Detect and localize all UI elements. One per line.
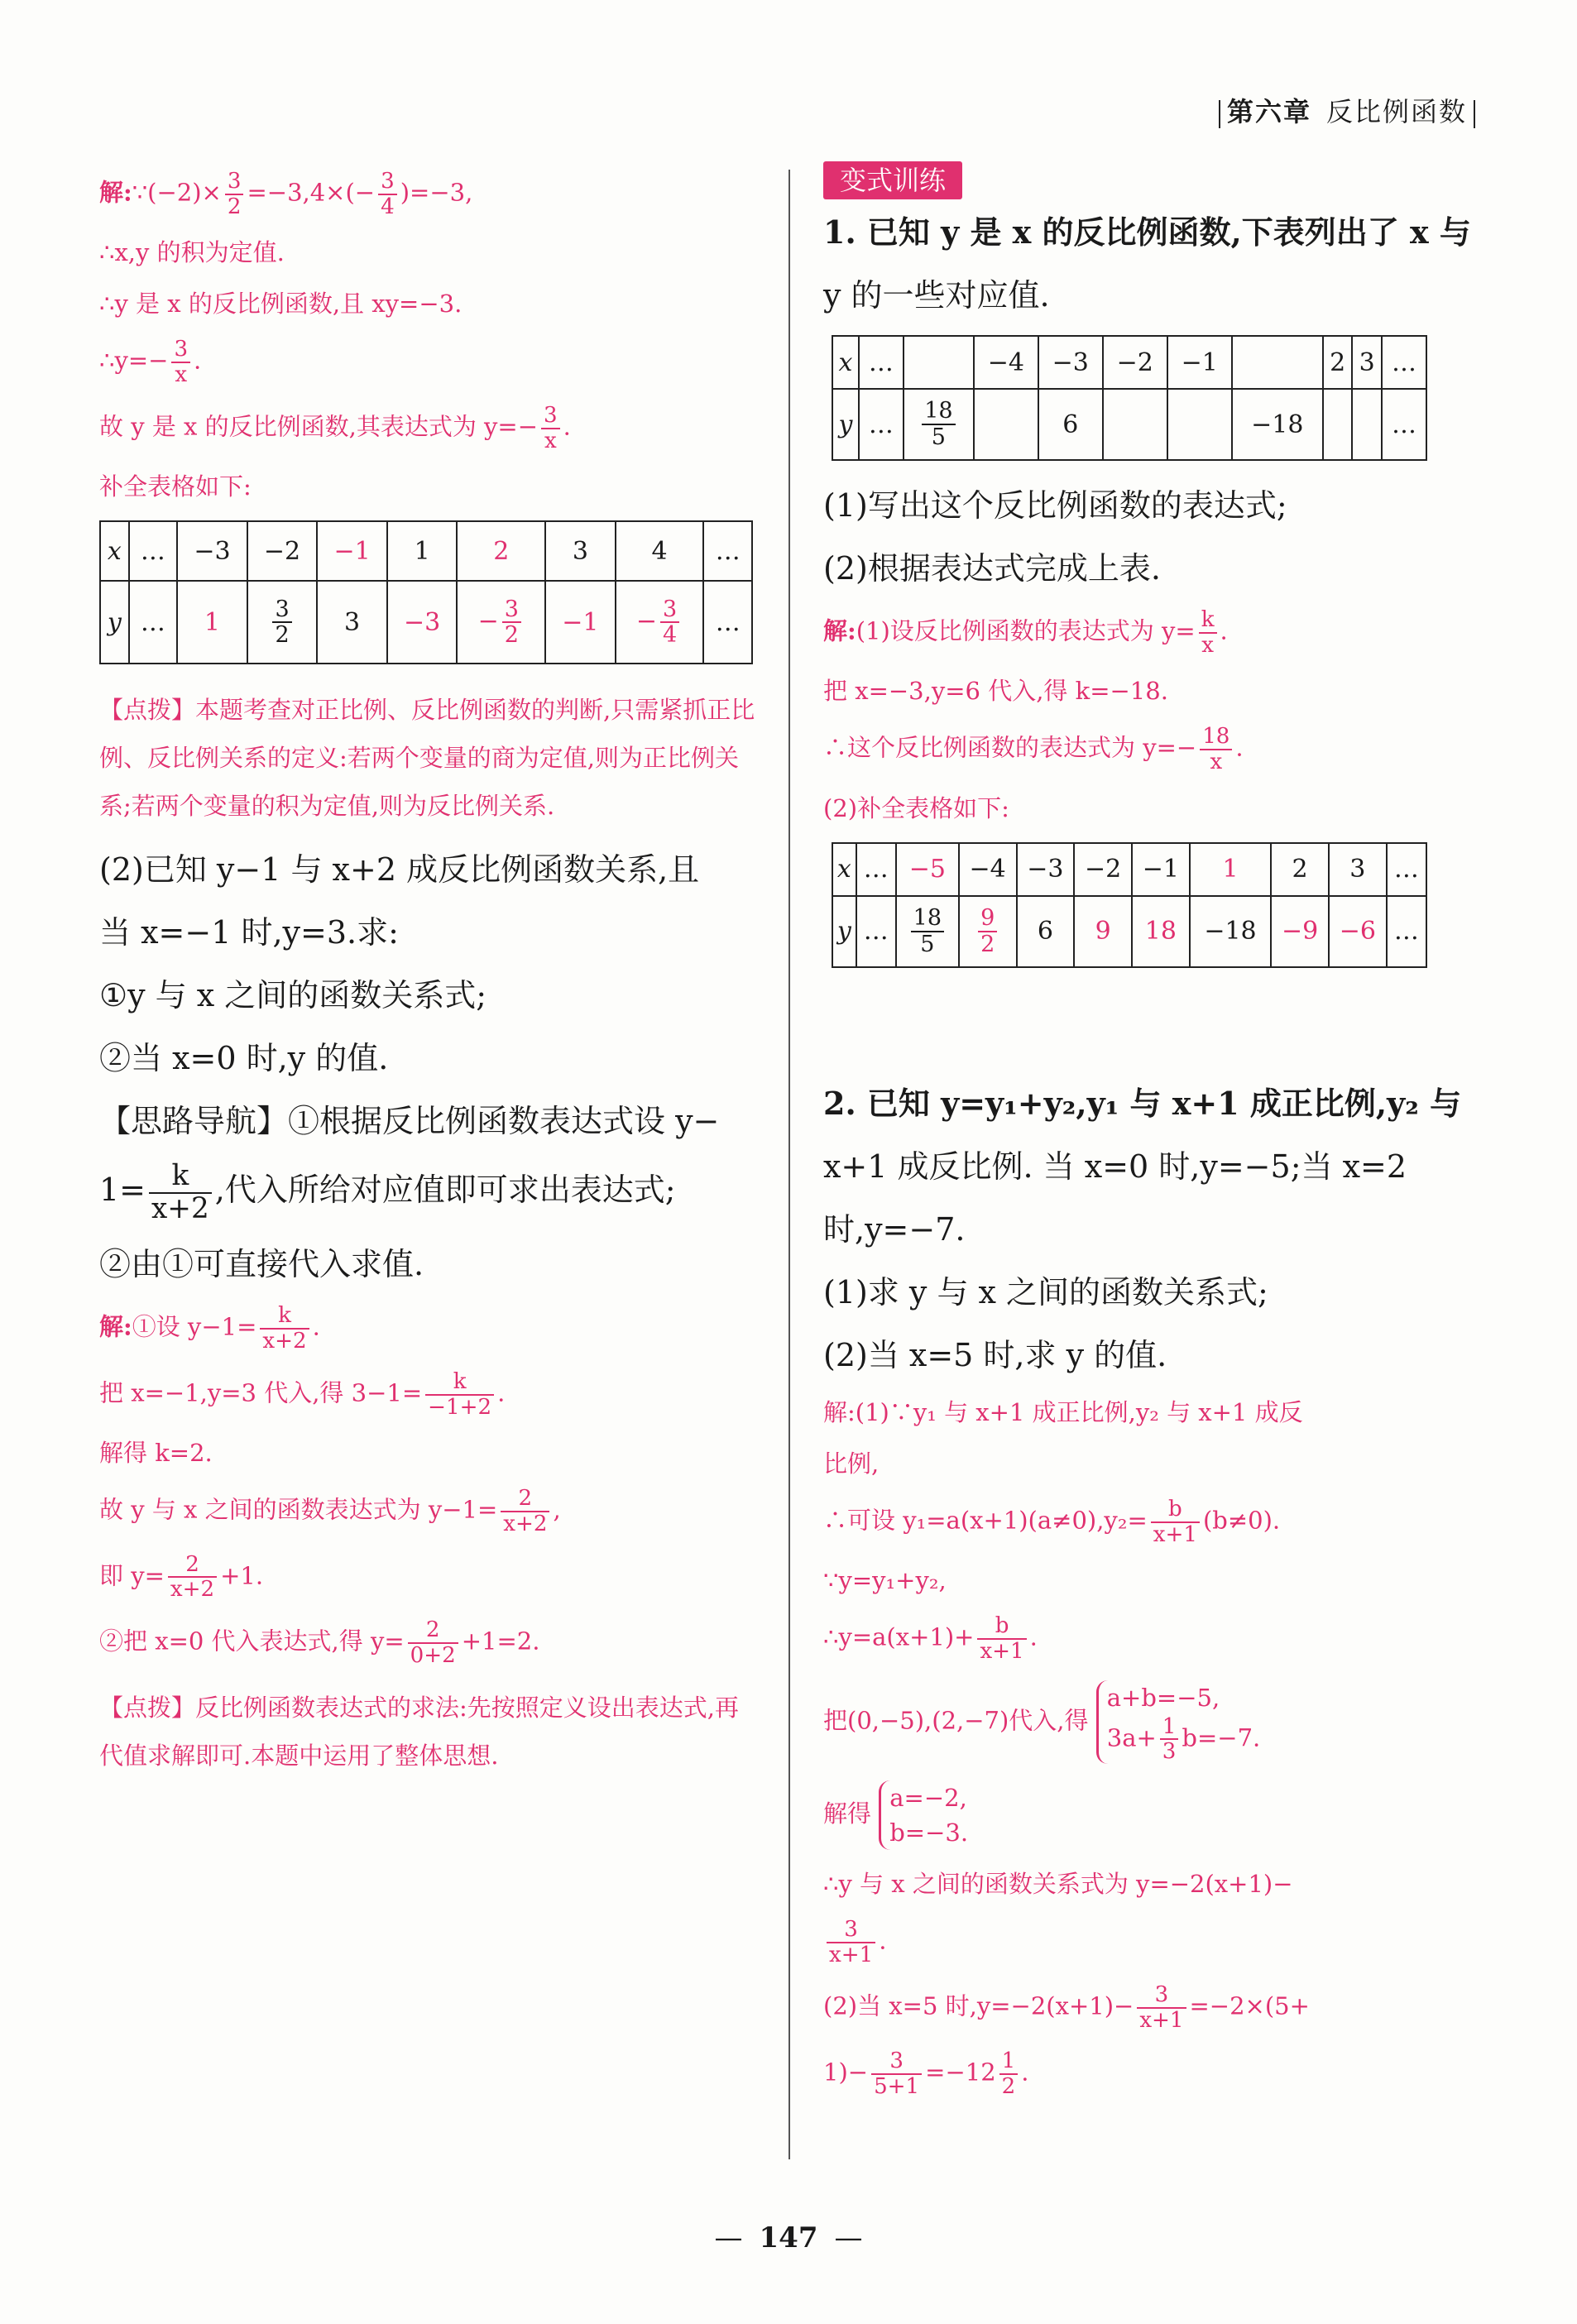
question-line: ②当 x=0 时,y 的值. — [99, 1040, 389, 1077]
table-cell: −3 — [387, 581, 458, 664]
table-cell: … — [1387, 896, 1426, 967]
question-line: (1)写出这个反比例函数的表达式; — [823, 487, 1287, 524]
solution-line: 1)− $\frac{3}{5+1}$ =−12 $\frac{1}{2}$ . — [823, 2048, 1029, 2099]
equation-system: a+b=−5, 3a+ $\frac{1}{3}$ b=−7. — [1096, 1680, 1261, 1764]
question-line: y 的一些对应值. — [823, 277, 1050, 314]
question-line: (2)根据表达式完成上表. — [823, 550, 1161, 587]
table-cell — [1352, 389, 1382, 460]
table-cell: 1 — [177, 581, 247, 664]
table-cell: … — [703, 521, 752, 581]
table-cell: $\frac{18}{5}$ — [904, 389, 974, 460]
table-cell: 2 — [457, 521, 545, 581]
page-footer: — 147 — — [714, 2221, 863, 2255]
solution-line: 解:(1)∵y₁ 与 x+1 成正比例,y₂ 与 x+1 成反 — [823, 1397, 1303, 1426]
solution-line: ∴y 与 x 之间的函数关系式为 y=−2(x+1)− — [823, 1870, 1293, 1899]
question-line: (2)已知 y−1 与 x+2 成反比例函数关系,且 — [99, 851, 700, 889]
chapter-label: 第六章 — [1226, 96, 1311, 127]
chapter-title: 反比例函数 — [1325, 96, 1467, 127]
table-cell: −1 — [1167, 336, 1232, 389]
guide-line: 1= $\frac{k}{x+2}$ ,代入所给对应值即可求出表达式; — [99, 1159, 676, 1225]
table-cell: … — [1382, 389, 1426, 460]
question-line: 2. 已知 y=y₁+y₂,y₁ 与 x+1 成正比例,y₂ 与 — [823, 1084, 1462, 1122]
table-cell: x — [832, 843, 856, 896]
table-cell: −1 — [1132, 843, 1190, 896]
table-cell: −3 — [177, 521, 247, 581]
question-line: (2)当 x=5 时,求 y 的值. — [823, 1336, 1167, 1373]
table-cell: −3 — [1017, 843, 1075, 896]
practice-tag: 变式训练 — [823, 161, 962, 199]
table-cell: −4 — [974, 336, 1038, 389]
solution-line: ∴可设 y₁=a(x+1)(a≠0),y₂= $\frac{b}{x+1}$ (b≠0). — [823, 1496, 1281, 1547]
solution-line: ∵y=y₁+y₂, — [823, 1566, 947, 1595]
question-line: x+1 成反比例. 当 x=0 时,y=−5;当 x=2 — [823, 1148, 1407, 1185]
table-cell: x — [100, 521, 129, 581]
solution-line: 即 y= $\frac{2}{x+2}$ +1. — [99, 1551, 264, 1603]
table-cell: 9 — [1074, 896, 1132, 967]
guide-line: ②由①可直接代入求值. — [99, 1246, 424, 1283]
solution-line: 补全表格如下: — [99, 472, 252, 501]
table-cell: … — [1382, 336, 1426, 389]
solution-line: 解:①设 y−1= $\frac{k}{x+2}$ . — [99, 1303, 320, 1354]
solution-line: ∴y=a(x+1)+ $\frac{b}{x+1}$ . — [823, 1613, 1038, 1664]
table-cell: … — [703, 581, 752, 664]
solution-line: $\frac{3}{x+1}$ . — [823, 1918, 1485, 1967]
solution-line: ②把 x=0 代入表达式,得 y= $\frac{2}{0+2}$ +1=2. — [99, 1617, 540, 1668]
completed-table-1 — [99, 520, 753, 664]
table-cell: −2 — [1074, 843, 1132, 896]
table-cell: −1 — [317, 521, 387, 581]
table-cell: y — [100, 581, 129, 664]
table-cell: x — [832, 336, 859, 389]
solution-line: 把 x=−3,y=6 代入,得 k=−18. — [823, 677, 1168, 706]
solution-line: 故 y 是 x 的反比例函数,其表达式为 y=− $\frac{3}{x}$ . — [99, 402, 571, 453]
table-cell: 2 — [1271, 843, 1329, 896]
table-cell — [974, 389, 1038, 460]
solution-line: 把(0,−5),(2,−7)代入,得 a+b=−5, 3a+ $\frac{1}{3}$ b=−7. — [823, 1680, 1485, 1764]
table-cell: … — [859, 389, 904, 460]
question-line: 当 x=−1 时,y=3.求: — [99, 914, 399, 951]
solution-line: 解:(1)设反比例函数的表达式为 y= $\frac{k}{x}$ . — [823, 607, 1228, 658]
table-cell — [904, 336, 974, 389]
question-line: 1. 已知 y 是 x 的反比例函数,下表列出了 x 与 — [823, 213, 1471, 251]
table-cell: −18 — [1190, 896, 1272, 967]
table-cell: −4 — [959, 843, 1017, 896]
given-table — [832, 335, 1427, 461]
question-line: 时,y=−7. — [823, 1210, 966, 1248]
table-cell: $\frac{3}{2}$ — [247, 581, 318, 664]
solution-line: ∴y 是 x 的反比例函数,且 xy=−3. — [99, 290, 463, 319]
table-cell: 3 — [1329, 843, 1387, 896]
question-line: ①y 与 x 之间的函数关系式; — [99, 977, 487, 1014]
solution-line: (2)补全表格如下: — [823, 793, 1009, 822]
table-cell: −2 — [247, 521, 318, 581]
table-cell: … — [856, 843, 896, 896]
question-line: (1)求 y 与 x 之间的函数关系式; — [823, 1273, 1268, 1311]
table-cell — [1167, 389, 1232, 460]
table-cell: − $\frac{3}{4}$ — [616, 581, 704, 664]
guide-line: 【思路导航】①根据反比例函数表达式设 y− — [99, 1103, 720, 1140]
table-cell: y — [832, 896, 856, 967]
table-cell: −9 — [1271, 896, 1329, 967]
page-header — [1212, 91, 1482, 129]
table-cell: … — [129, 581, 178, 664]
completed-table-2 — [832, 842, 1427, 968]
solution-line: 把 x=−1,y=3 代入,得 3−1= $\frac{k}{-1+2}$ . — [99, 1368, 506, 1420]
column-divider — [788, 170, 790, 2159]
right-column — [823, 161, 1485, 2115]
table-cell: −6 — [1329, 896, 1387, 967]
table-cell: −2 — [1103, 336, 1167, 389]
equation-system: a=−2, b=−3. — [879, 1780, 968, 1850]
tip-text: 【点拨】本题考查对正比例、反比例函数的判断,只需紧抓正比例、反比例关系的定义:若两个变量的商为定值,则为正比例关系;若两个变量的积为定值,则为反比例关系. — [99, 696, 755, 821]
solution-line: 解得 a=−2, b=−3. — [823, 1780, 1485, 1850]
table-cell: 3 — [317, 581, 387, 664]
solution-line: 解得 k=2. — [99, 1439, 213, 1468]
solution-line: ∴x,y 的积为定值. — [99, 238, 285, 267]
page-number: 147 — [759, 2221, 818, 2255]
table-cell — [1323, 389, 1353, 460]
table-cell: … — [859, 336, 904, 389]
table-cell: 3 — [1352, 336, 1382, 389]
table-cell: y — [832, 389, 859, 460]
table-cell: − $\frac{3}{2}$ — [457, 581, 545, 664]
table-cell: … — [129, 521, 178, 581]
left-column — [99, 170, 761, 1796]
table-cell: 3 — [545, 521, 616, 581]
table-cell — [1103, 389, 1167, 460]
table-cell: −1 — [545, 581, 616, 664]
solution-line: 解:∵(−2)× $\frac{3}{2}$ =−3,4×(− $\frac{3}{4}$ )=−3, — [99, 169, 473, 219]
table-cell: 6 — [1038, 389, 1103, 460]
table-cell: $\frac{9}{2}$ — [959, 896, 1017, 967]
table-cell: 18 — [1132, 896, 1190, 967]
table-cell: 1 — [1190, 843, 1272, 896]
solution-line: 故 y 与 x 之间的函数表达式为 y−1= $\frac{2}{x+2}$ , — [99, 1486, 561, 1536]
solution-line: ∴这个反比例函数的表达式为 y=− $\frac{18}{x}$ . — [823, 724, 1244, 775]
table-cell — [1232, 336, 1323, 389]
table-cell: $\frac{18}{5}$ — [896, 896, 959, 967]
table-cell: −18 — [1232, 389, 1323, 460]
solution-line: 比例, — [823, 1449, 880, 1478]
table-cell: 1 — [387, 521, 458, 581]
table-cell: −3 — [1038, 336, 1103, 389]
solution-line: (2)当 x=5 时,y=−2(x+1)− $\frac{3}{x+1}$ =−2×(5+ — [823, 1982, 1310, 2034]
table-cell: −5 — [896, 843, 959, 896]
table-cell: … — [856, 896, 896, 967]
table-cell: … — [1387, 843, 1426, 896]
solution-line: ∴y=− $\frac{3}{x}$ . — [99, 337, 202, 388]
table-cell: 2 — [1323, 336, 1353, 389]
table-cell: 4 — [616, 521, 704, 581]
table-cell: 6 — [1017, 896, 1075, 967]
tip-text: 【点拨】反比例函数表达式的求法:先按照定义设出表达式,再代值求解即可.本题中运用了整体思想. — [99, 1694, 739, 1771]
